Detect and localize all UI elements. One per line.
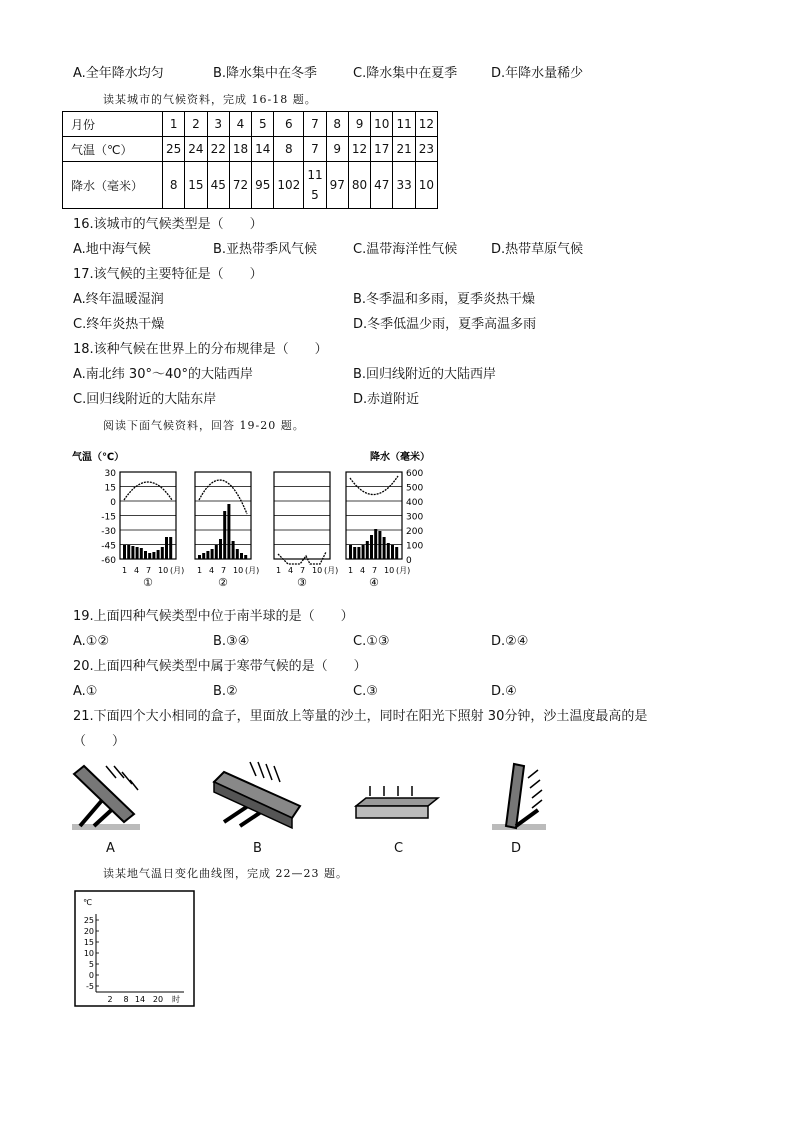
precip-cell: 72 [229, 162, 251, 209]
precip-bar [370, 535, 373, 559]
row-header: 月份 [63, 112, 163, 137]
q21-stem: 21.下面四个大小相同的盒子，里面放上等量的沙土，同时在阳光下照射 30分钟，沙土温度最高的是 [73, 709, 648, 724]
precip-bar [223, 511, 226, 559]
precip-bar [123, 545, 126, 559]
q18-stem: 18.该种气候在世界上的分布规律是（ ） [73, 342, 328, 357]
precip-bar [383, 537, 386, 559]
precip-cell: 80 [348, 162, 370, 209]
month-tick-label: 10 [233, 566, 244, 575]
q20-option-c: C.③ [353, 684, 378, 699]
precip-bar [244, 555, 247, 559]
month-tick-label: 7 [146, 566, 152, 575]
month-tick-label: (月) [324, 566, 339, 575]
left-tick-label: 30 [104, 469, 116, 479]
precip-bar [169, 537, 172, 559]
q17-option-d: D.冬季低温少雨，夏季高温多雨 [353, 317, 537, 332]
left-tick-label: -60 [101, 556, 116, 566]
temperature-curve [199, 480, 247, 514]
month-tick-label: (月) [396, 566, 411, 575]
climate-panel [195, 472, 259, 589]
daily-chart-x-ticks [107, 994, 180, 1004]
precip-bar [211, 549, 214, 559]
q18-option-c: C.回归线附近的大陆东岸 [73, 392, 217, 407]
daily-chart-unit: ℃ [83, 898, 92, 907]
month-tick-label: 1 [122, 566, 128, 575]
climate-panel [274, 472, 338, 589]
precip-cell: 47 [371, 162, 393, 209]
q15-option-b: B.降水集中在冬季 [213, 66, 318, 81]
climate-table [62, 111, 438, 209]
temp-cell: 24 [185, 137, 207, 162]
daily-y-tick-label: 5 [88, 960, 94, 969]
precip-bar [353, 547, 356, 559]
daily-temperature-chart [74, 890, 196, 1008]
right-axis-ticks [406, 469, 423, 566]
right-tick-label: 300 [406, 512, 424, 523]
q19-option-a: A.①② [73, 634, 110, 649]
month-cell: 3 [207, 112, 229, 137]
box-d-image [490, 760, 550, 832]
q16-option-b: B.亚热带季风气候 [213, 242, 318, 257]
temp-cell: 8 [274, 137, 304, 162]
panel-label: ② [218, 576, 228, 589]
table-row-precip [63, 162, 438, 209]
daily-y-tick-label: 25 [83, 916, 94, 925]
precip-bar [232, 541, 235, 559]
q17-stem: 17.该气候的主要特征是（ ） [73, 267, 263, 282]
month-tick-label: 4 [134, 566, 140, 575]
left-tick-label: -15 [101, 512, 116, 523]
month-tick-label: 4 [360, 566, 366, 575]
month-tick-label: 7 [372, 566, 378, 575]
panel-label: ③ [297, 576, 307, 589]
q16-option-c: C.温带海洋性气候 [353, 242, 458, 257]
precip-cell: 11 5 [304, 162, 326, 209]
precip-cell: 95 [252, 162, 274, 209]
precip-bar [161, 547, 164, 559]
month-tick-label: 10 [312, 566, 323, 575]
q17-option-a: A.终年温暖湿润 [73, 292, 164, 307]
temperature-curve [350, 476, 398, 495]
month-tick-label: 7 [300, 566, 306, 575]
climate-panel [120, 472, 184, 589]
temp-cell: 17 [371, 137, 393, 162]
precip-bar [206, 551, 209, 559]
month-tick-label: (月) [170, 566, 185, 575]
daily-y-tick-label: 10 [83, 949, 94, 958]
table-row-months [63, 112, 438, 137]
daily-y-tick-label: 20 [83, 927, 94, 936]
precip-bar [227, 504, 230, 559]
precip-bar [157, 550, 160, 559]
q19-option-d: D.②④ [491, 634, 529, 649]
month-cell: 10 [371, 112, 393, 137]
precip-bar [127, 545, 130, 559]
q21-stem-paren: （ ） [73, 734, 126, 749]
intro-22-23: 读某地气温日变化曲线图，完成 22—23 题。 [103, 867, 348, 880]
temperature-curve [124, 482, 172, 500]
q20-stem: 20.上面四种气候类型中属于寒带气候的是（ ） [73, 659, 367, 674]
right-tick-label: 600 [406, 469, 424, 479]
panel-label: ④ [369, 576, 379, 589]
left-axis-label: 气温（℃） [72, 452, 125, 463]
precip-cell: 10 [415, 162, 437, 209]
month-cell: 6 [274, 112, 304, 137]
box-a-label: A [106, 841, 115, 856]
month-tick-label: 7 [221, 566, 227, 575]
precip-bar [131, 546, 134, 559]
precip-cell: 15 [185, 162, 207, 209]
daily-x-tick-label: 2 [107, 995, 113, 1004]
daily-y-tick-label: -5 [86, 982, 94, 991]
month-cell: 9 [348, 112, 370, 137]
precip-bar [215, 545, 218, 559]
right-tick-label: 400 [406, 498, 424, 508]
month-tick-label: 1 [348, 566, 354, 575]
precip-bar [202, 553, 205, 559]
daily-x-tick-label: 8 [123, 995, 129, 1004]
precip-bar [140, 548, 143, 559]
precip-cell: 8 [163, 162, 185, 209]
precip-cell: 33 [393, 162, 415, 209]
q19-option-b: B.③④ [213, 634, 250, 649]
precip-bar [152, 552, 155, 559]
right-tick-label: 200 [406, 527, 424, 537]
left-tick-label: -30 [101, 527, 116, 537]
box-b-label: B [253, 841, 262, 856]
q19-option-c: C.①③ [353, 634, 390, 649]
precip-cell: 102 [274, 162, 304, 209]
precip-bar [395, 547, 398, 559]
box-a-image [72, 762, 152, 832]
box-b-image [210, 760, 305, 832]
precip-bar [378, 531, 381, 559]
precip-cell: 97 [326, 162, 348, 209]
month-cell: 4 [229, 112, 251, 137]
climate-charts-figure [70, 448, 450, 593]
precip-bar [349, 545, 352, 559]
climate-panel [346, 472, 410, 589]
right-tick-label: 100 [406, 541, 424, 552]
q17-option-b: B.冬季温和多雨，夏季炎热干燥 [353, 292, 536, 307]
month-tick-label: 10 [384, 566, 395, 575]
row-header: 降水（毫米） [63, 162, 163, 209]
temp-cell: 7 [304, 137, 326, 162]
q20-option-d: D.④ [491, 684, 517, 699]
temperature-curve [278, 552, 326, 564]
daily-x-tick-label: 时 [172, 995, 180, 1004]
temp-cell: 25 [163, 137, 185, 162]
intro-19-20: 阅读下面气候资料，回答 19-20 题。 [103, 419, 305, 432]
daily-y-tick-label: 15 [83, 938, 94, 947]
daily-chart-y-ticks [84, 916, 99, 991]
precip-bar [240, 553, 243, 559]
precip-bar [165, 537, 168, 559]
precip-bar [136, 547, 139, 559]
left-tick-label: 15 [104, 483, 116, 494]
precip-bar [374, 529, 377, 559]
precip-bar [391, 545, 394, 559]
q16-stem: 16.该城市的气候类型是（ ） [73, 217, 263, 232]
precip-bar [148, 553, 151, 559]
temp-cell: 21 [393, 137, 415, 162]
precip-bar [236, 549, 239, 559]
right-axis-label: 降水（毫米） [370, 452, 430, 463]
precip-cell: 45 [207, 162, 229, 209]
right-tick-label: 500 [406, 483, 424, 494]
precip-bar [366, 541, 369, 559]
month-tick-label: 4 [209, 566, 215, 575]
q20-option-b: B.② [213, 684, 238, 699]
q20-option-a: A.① [73, 684, 98, 699]
box-c-label: C [394, 841, 404, 856]
q18-option-d: D.赤道附近 [353, 392, 420, 407]
right-tick-label: 0 [406, 556, 412, 566]
q15-option-d: D.年降水量稀少 [491, 66, 584, 81]
temp-cell: 22 [207, 137, 229, 162]
precip-bar [198, 555, 201, 559]
climate-panels [120, 472, 410, 589]
row-header: 气温（℃） [63, 137, 163, 162]
precip-bar [219, 539, 222, 559]
month-cell: 12 [415, 112, 437, 137]
temp-cell: 18 [229, 137, 251, 162]
precip-bar [387, 543, 390, 559]
q18-option-b: B.回归线附近的大陆西岸 [353, 367, 497, 382]
month-tick-label: 1 [276, 566, 282, 575]
panel-label: ① [143, 576, 153, 589]
intro-16-18: 读某城市的气候资料，完成 16-18 题。 [103, 93, 317, 106]
month-cell: 2 [185, 112, 207, 137]
box-c-image [352, 786, 442, 826]
month-tick-label: 10 [158, 566, 169, 575]
q19-stem: 19.上面四种气候类型中位于南半球的是（ ） [73, 609, 354, 624]
q17-option-c: C.终年炎热干燥 [73, 317, 165, 332]
temp-cell: 14 [252, 137, 274, 162]
temp-cell: 23 [415, 137, 437, 162]
month-tick-label: (月) [245, 566, 260, 575]
precip-bar [362, 545, 365, 559]
month-cell: 8 [326, 112, 348, 137]
month-cell: 1 [163, 112, 185, 137]
daily-y-tick-label: 0 [88, 971, 94, 980]
q16-option-d: D.热带草原气候 [491, 242, 584, 257]
left-axis-ticks [101, 469, 116, 566]
temp-cell: 9 [326, 137, 348, 162]
left-tick-label: -45 [101, 541, 116, 552]
month-tick-label: 4 [288, 566, 294, 575]
q15-option-c: C.降水集中在夏季 [353, 66, 458, 81]
month-cell: 5 [252, 112, 274, 137]
daily-x-tick-label: 20 [152, 995, 164, 1004]
month-tick-label: 1 [197, 566, 203, 575]
q16-option-a: A.地中海气候 [73, 242, 151, 257]
table-row-temps [63, 137, 438, 162]
month-cell: 7 [304, 112, 326, 137]
box-d-label: D [511, 841, 522, 856]
precip-bar [144, 551, 147, 559]
q15-option-a: A.全年降水均匀 [73, 66, 164, 81]
left-tick-label: 0 [110, 498, 116, 508]
daily-x-tick-label: 14 [134, 995, 146, 1004]
q18-option-a: A.南北纬 30°～40°的大陆西岸 [73, 367, 254, 382]
precip-bar [357, 547, 360, 559]
month-cell: 11 [393, 112, 415, 137]
temp-cell: 12 [348, 137, 370, 162]
